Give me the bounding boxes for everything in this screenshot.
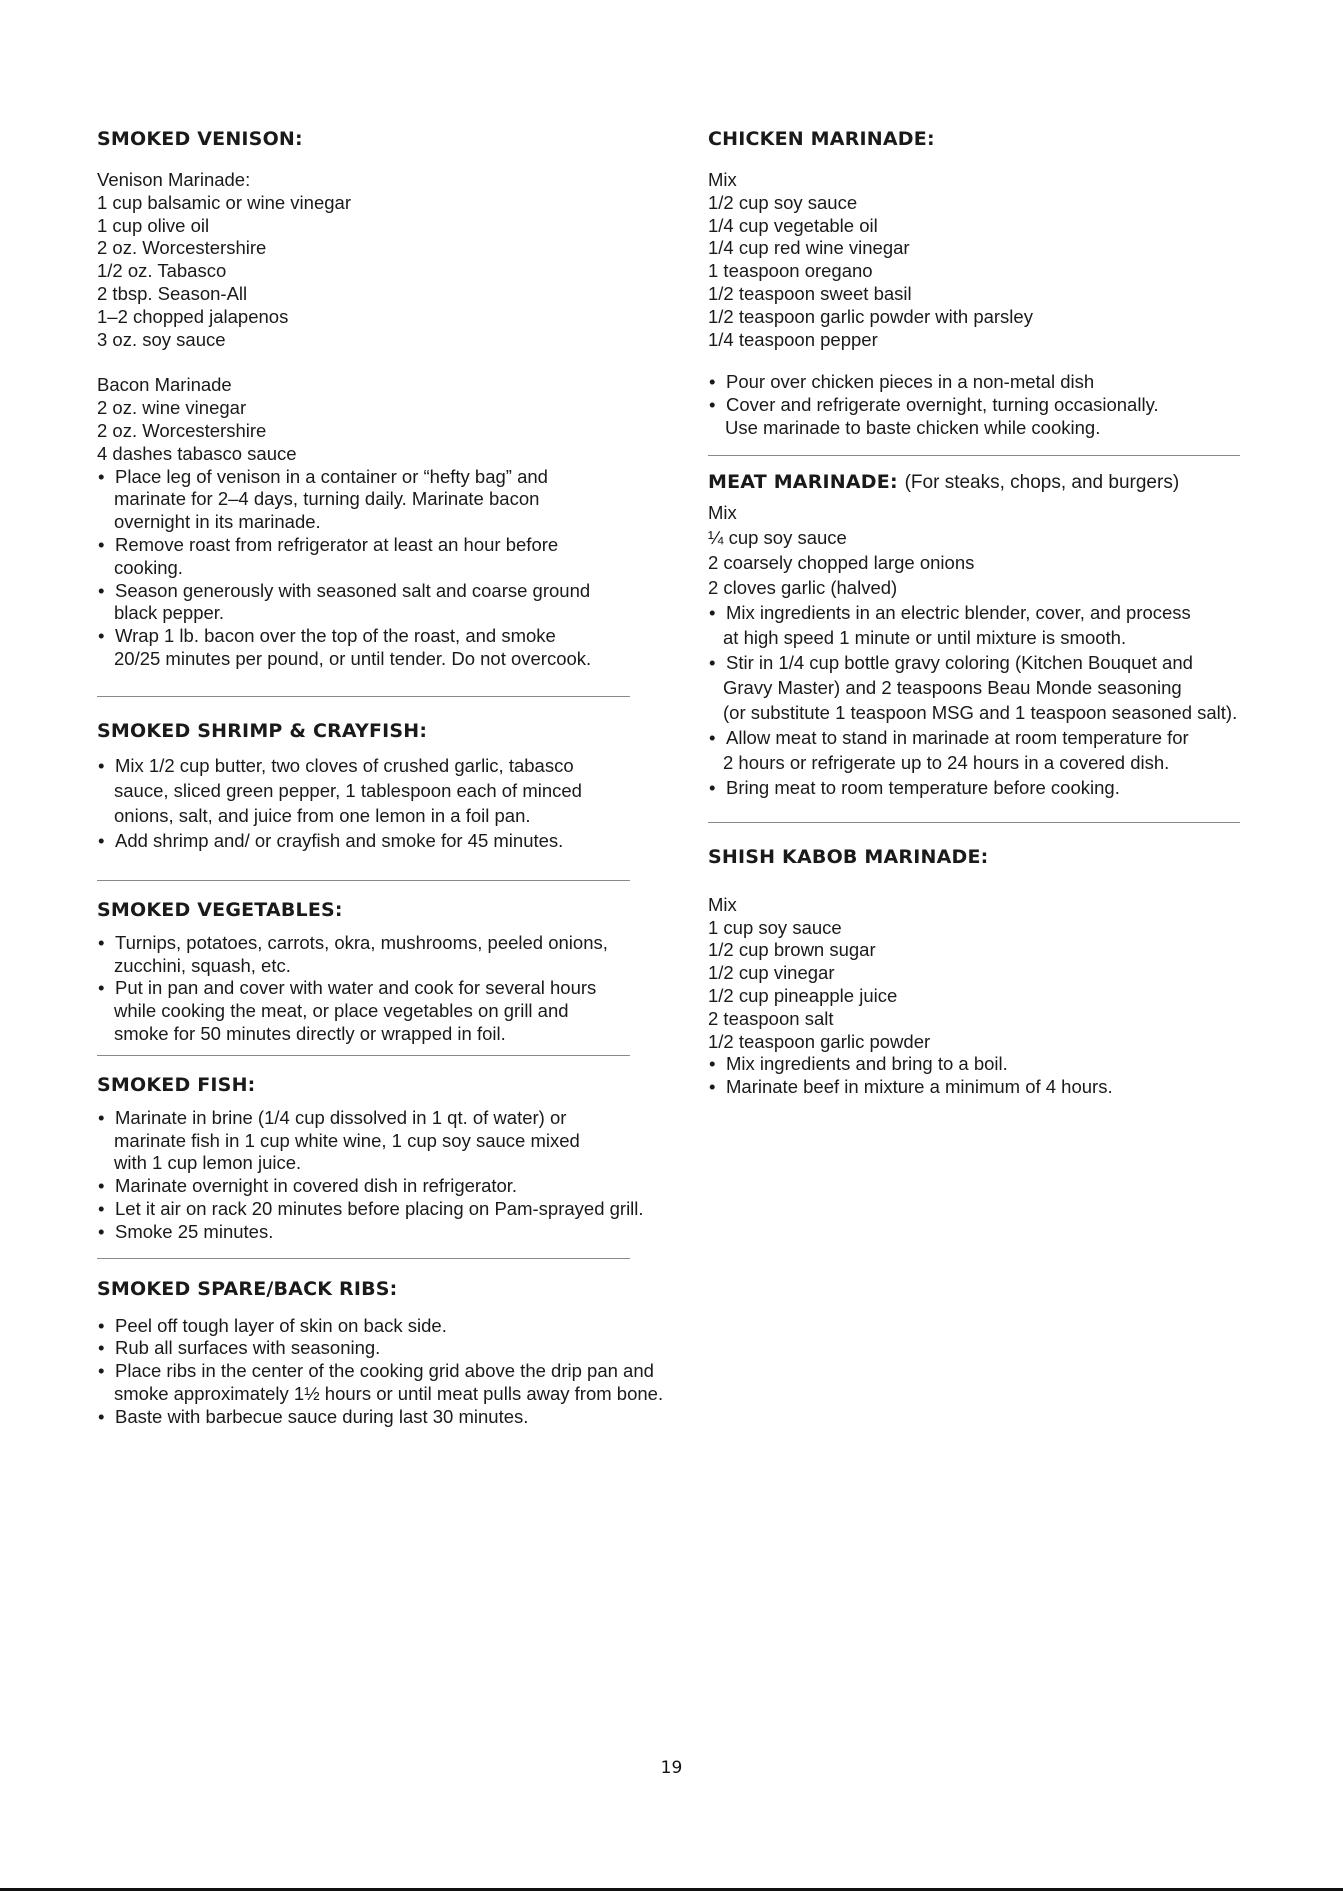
step-continuation: while cooking the meat, or place vegetables on grill and	[114, 1000, 569, 1022]
ingredient-item: 2 oz. wine vinegar	[97, 397, 247, 419]
step-item	[708, 394, 1343, 440]
ingredient-item: 1/2 oz. Tabasco	[97, 260, 227, 282]
section-title: SHISH KABOB MARINADE:	[708, 845, 989, 868]
ingredient-item: 1/4 teaspoon pepper	[708, 328, 878, 350]
page-number: 19	[660, 1758, 683, 1778]
step-first-line	[708, 1076, 1343, 1099]
step-text: Season generously with seasoned salt and coarse ground	[115, 579, 591, 601]
ingredient-item: 1/2 teaspoon garlic powder	[708, 1030, 931, 1052]
ingredient-list	[708, 917, 1343, 1054]
step-continuation: Gravy Master) and 2 teaspoons Beau Monde seasoning	[723, 676, 1182, 698]
step-text: Allow meat to stand in marinade at room temperature for	[726, 726, 1189, 748]
step-text: Pour over chicken pieces in a non-metal dish	[726, 371, 1095, 393]
ingredient-list	[708, 525, 1343, 600]
step-list	[708, 600, 1343, 800]
step-item	[97, 1221, 669, 1244]
step-text: Marinate beef in mixture a minimum of 4 hours.	[726, 1076, 1113, 1098]
step-item	[97, 977, 669, 1045]
step-item	[708, 1053, 1343, 1076]
step-first-line	[97, 1315, 669, 1338]
subheading: Venison Marinade:	[97, 169, 251, 190]
step-first-line	[97, 534, 669, 557]
step-first-line	[97, 932, 669, 955]
step-item	[97, 1406, 669, 1429]
section-title: SMOKED SHRIMP & CRAYFISH:	[97, 719, 428, 742]
step-text: Mix ingredients and bring to a boil.	[726, 1053, 1008, 1075]
step-text: Marinate overnight in covered dish in refrigerator.	[115, 1175, 518, 1197]
section-title: CHICKEN MARINADE:	[708, 128, 935, 150]
step-text: Place ribs in the center of the cooking grid above the drip pan and	[115, 1360, 654, 1382]
step-continuation: marinate for 2–4 days, turning daily. Marinate bacon	[114, 488, 540, 510]
bullet-icon: •	[98, 1197, 105, 1219]
step-item	[708, 725, 1343, 775]
ingredient-item: 2 cloves garlic (halved)	[708, 576, 898, 598]
step-continuation: with 1 cup lemon juice.	[114, 1152, 302, 1174]
bullet-icon: •	[709, 1076, 716, 1098]
bullet-icon: •	[709, 726, 716, 748]
step-first-line	[97, 466, 669, 489]
chicken-marinade-section	[708, 126, 1343, 440]
step-first-line	[97, 1337, 669, 1360]
ingredient-item: 1/2 cup pineapple juice	[708, 984, 898, 1006]
bullet-icon: •	[709, 651, 716, 673]
step-item	[97, 580, 669, 626]
bullet-icon: •	[98, 625, 105, 647]
bullet-icon: •	[98, 931, 105, 953]
step-continuation: onions, salt, and juice from one lemon in a foil pan.	[114, 804, 531, 826]
smoked-shrimp-section	[97, 718, 669, 853]
ingredient-item: ¼ cup soy sauce	[708, 526, 847, 548]
step-first-line	[708, 394, 1343, 417]
step-text: Place leg of venison in a container or “hefty bag” and	[115, 465, 548, 487]
right-column	[708, 126, 1343, 1099]
step-first-line	[97, 1175, 669, 1198]
step-continuation: (or substitute 1 teaspoon MSG and 1 teaspoon seasoned salt).	[723, 701, 1238, 723]
step-list	[97, 1315, 669, 1429]
section-title	[708, 469, 1343, 496]
step-first-line	[708, 1053, 1343, 1076]
step-text: Wrap 1 lb. bacon over the top of the roast, and smoke	[115, 625, 556, 647]
step-text: Stir in 1/4 cup bottle gravy coloring (Kitchen Bouquet and	[726, 651, 1193, 673]
bullet-icon: •	[98, 1220, 105, 1242]
ingredient-item: 1/2 cup brown sugar	[708, 939, 876, 961]
step-text: Marinate in brine (1/4 cup dissolved in 1 qt. of water) or	[115, 1106, 567, 1128]
step-list	[97, 932, 669, 1046]
step-item	[97, 1360, 669, 1406]
step-text: Let it air on rack 20 minutes before placing on Pam-sprayed grill.	[115, 1197, 644, 1219]
ingredient-item: 1–2 chopped jalapenos	[97, 305, 289, 327]
step-first-line	[97, 1221, 669, 1244]
step-first-line	[97, 753, 669, 778]
section-title: SMOKED FISH:	[97, 1073, 256, 1096]
step-text: Remove roast from refrigerator at least an hour before	[115, 533, 559, 555]
step-continuation: cooking.	[114, 556, 183, 578]
step-first-line	[708, 600, 1343, 625]
step-item	[708, 775, 1343, 800]
step-continuation: 20/25 minutes per pound, or until tender. Do not overcook.	[114, 647, 592, 669]
ingredient-item: 1/2 teaspoon garlic powder with parsley	[708, 305, 1033, 327]
ingredient-item: 4 dashes tabasco sauce	[97, 442, 297, 464]
step-continuation: zucchini, squash, etc.	[114, 954, 291, 976]
ingredient-item: 2 oz. Worcestershire	[97, 419, 267, 441]
step-item	[97, 1107, 669, 1175]
step-item	[97, 625, 669, 671]
smoked-ribs-section	[97, 1276, 669, 1429]
step-item	[97, 1337, 669, 1360]
bullet-icon: •	[709, 776, 716, 798]
step-first-line	[708, 725, 1343, 750]
step-first-line	[97, 1198, 669, 1221]
step-item	[97, 466, 669, 534]
subheading: Bacon Marinade	[97, 374, 232, 396]
section-title-note: (For steaks, chops, and burgers)	[904, 471, 1180, 493]
step-continuation: at high speed 1 minute or until mixture is smooth.	[723, 626, 1127, 648]
step-item	[708, 371, 1343, 394]
step-text: Bring meat to room temperature before cooking.	[726, 776, 1120, 798]
step-first-line	[97, 1107, 669, 1130]
step-text: Baste with barbecue sauce during last 30 minutes.	[115, 1405, 529, 1427]
step-text: Peel off tough layer of skin on back side.	[115, 1314, 447, 1336]
bullet-icon: •	[709, 1053, 716, 1075]
left-column	[97, 126, 669, 1428]
smoked-vegetables-section	[97, 897, 669, 1046]
step-item	[97, 534, 669, 580]
ingredient-item: 2 oz. Worcestershire	[97, 237, 267, 259]
section-title: SMOKED VENISON:	[97, 128, 303, 150]
step-first-line	[708, 775, 1343, 800]
bullet-icon: •	[98, 829, 105, 851]
step-continuation: Use marinade to baste chicken while cooking.	[725, 416, 1101, 438]
step-first-line	[97, 625, 669, 648]
step-item	[97, 753, 669, 828]
bullet-icon: •	[98, 579, 105, 601]
step-item	[708, 650, 1343, 725]
ingredient-item: 1/2 teaspoon sweet basil	[708, 282, 912, 304]
bullet-icon: •	[98, 1405, 105, 1427]
step-item	[97, 828, 669, 853]
ingredient-item: 1/4 cup vegetable oil	[708, 214, 878, 236]
step-item	[708, 600, 1343, 650]
bullet-icon: •	[98, 1360, 105, 1382]
ingredient-list	[708, 192, 1343, 352]
step-first-line	[97, 1406, 669, 1429]
bullet-icon: •	[709, 601, 716, 623]
ingredient-item: 1 cup olive oil	[97, 214, 210, 236]
step-continuation: overnight in its marinade.	[114, 511, 321, 533]
step-item	[97, 1175, 669, 1198]
ingredient-list	[97, 397, 669, 465]
step-first-line	[97, 580, 669, 603]
bullet-icon: •	[98, 1175, 105, 1197]
step-text: Mix 1/2 cup butter, two cloves of crushed garlic, tabasco	[115, 754, 574, 776]
step-first-line	[97, 828, 669, 853]
bullet-icon: •	[98, 1337, 105, 1359]
step-list	[97, 753, 669, 853]
step-first-line	[97, 977, 669, 1000]
ingredient-item: 1/2 cup vinegar	[708, 962, 835, 984]
ingredient-item: 2 tbsp. Season-All	[97, 282, 248, 304]
step-item	[97, 1315, 669, 1338]
step-text: Add shrimp and/ or crayfish and smoke for 45 minutes.	[115, 829, 564, 851]
step-text: Put in pan and cover with water and cook for several hours	[115, 977, 597, 999]
bullet-icon: •	[98, 1314, 105, 1336]
step-list	[708, 1053, 1343, 1099]
step-continuation: smoke approximately 1½ hours or until meat pulls away from bone.	[114, 1382, 664, 1404]
step-text: Mix ingredients in an electric blender, cover, and process	[726, 601, 1191, 623]
step-text: Smoke 25 minutes.	[115, 1220, 274, 1242]
bullet-icon: •	[98, 465, 105, 487]
step-first-line	[708, 650, 1343, 675]
shish-kabob-marinade-section	[708, 844, 1343, 1099]
bullet-icon: •	[98, 1106, 105, 1128]
step-first-line	[708, 371, 1343, 394]
ingredient-item: 1/2 cup soy sauce	[708, 191, 858, 213]
step-list	[708, 371, 1343, 439]
section-title-text: MEAT MARINADE:	[708, 470, 898, 493]
step-item	[97, 932, 669, 978]
step-continuation: black pepper.	[114, 602, 225, 624]
meat-marinade-section	[708, 469, 1343, 800]
ingredient-item: 3 oz. soy sauce	[97, 328, 226, 350]
step-continuation: 2 hours or refrigerate up to 24 hours in a covered dish.	[723, 751, 1170, 773]
ingredient-item: 1/4 cup red wine vinegar	[708, 237, 910, 259]
step-text: Cover and refrigerate overnight, turning occasionally.	[726, 394, 1159, 416]
step-list	[97, 466, 669, 671]
bullet-icon: •	[98, 977, 105, 999]
mix-label: Mix	[708, 893, 737, 915]
step-list	[97, 1107, 669, 1244]
step-text: Rub all surfaces with seasoning.	[115, 1337, 381, 1359]
step-continuation: sauce, sliced green pepper, 1 tablespoon each of minced	[114, 779, 582, 801]
ingredient-list	[97, 192, 669, 352]
ingredient-item: 1 cup soy sauce	[708, 916, 842, 938]
bullet-icon: •	[98, 533, 105, 555]
ingredient-item: 1 cup balsamic or wine vinegar	[97, 191, 351, 213]
step-continuation: marinate fish in 1 cup white wine, 1 cup soy sauce mixed	[114, 1129, 580, 1151]
section-title: SMOKED VEGETABLES:	[97, 898, 343, 921]
ingredient-item: 1 teaspoon oregano	[708, 260, 873, 282]
section-title: SMOKED SPARE/BACK RIBS:	[97, 1277, 398, 1300]
step-first-line	[97, 1360, 669, 1383]
bullet-icon: •	[709, 394, 716, 416]
step-text: Turnips, potatoes, carrots, okra, mushrooms, peeled onions,	[115, 931, 608, 953]
ingredient-item: 2 teaspoon salt	[708, 1007, 834, 1029]
bullet-icon: •	[98, 754, 105, 776]
step-item	[708, 1076, 1343, 1099]
step-item	[97, 1198, 669, 1221]
ingredient-item: 2 coarsely chopped large onions	[708, 551, 975, 573]
smoked-fish-section	[97, 1072, 669, 1244]
mix-label: Mix	[708, 169, 737, 190]
step-continuation: smoke for 50 minutes directly or wrapped in foil.	[114, 1022, 506, 1044]
bullet-icon: •	[709, 371, 716, 393]
smoked-venison-section	[97, 126, 669, 671]
mix-label: Mix	[708, 501, 737, 523]
